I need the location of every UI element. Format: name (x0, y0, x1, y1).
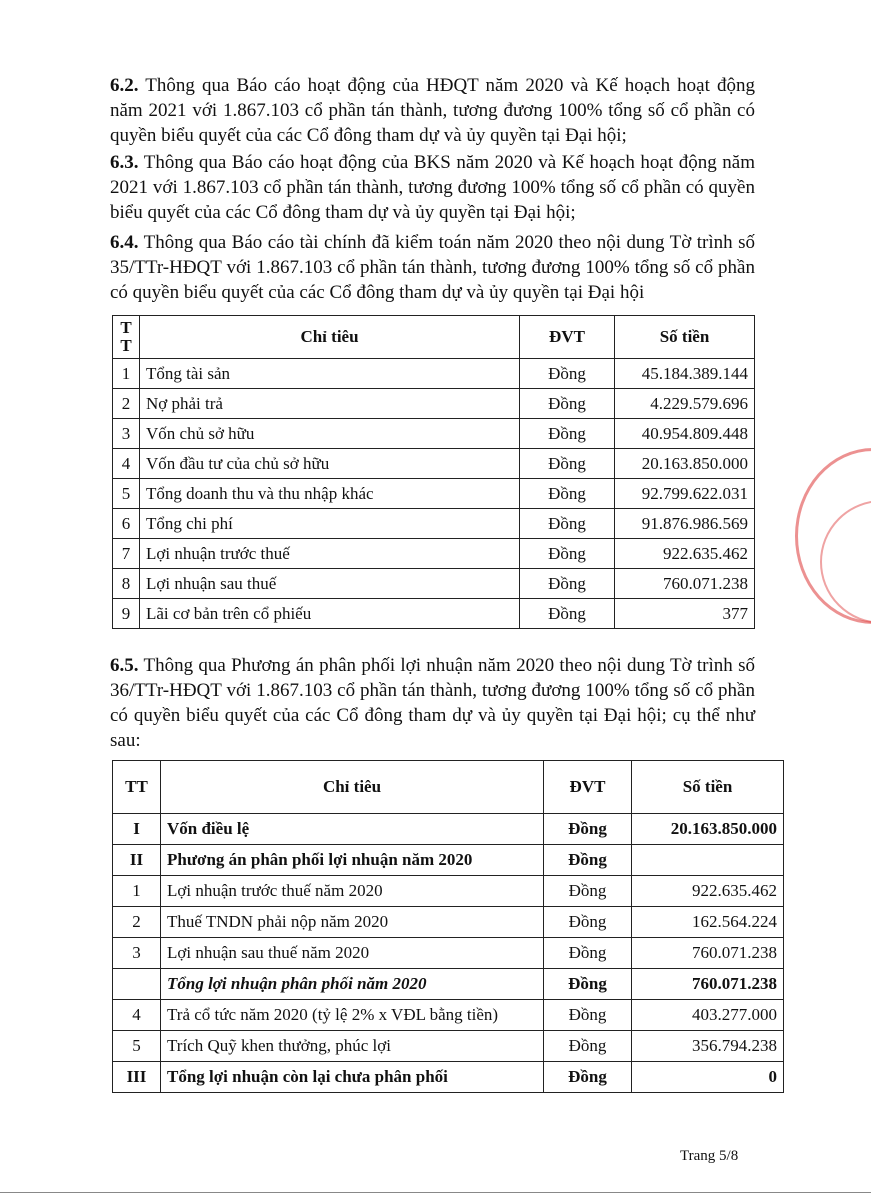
row-number: 1 (113, 359, 140, 389)
row-item: Lợi nhuận sau thuế năm 2020 (161, 938, 544, 969)
row-unit: Đồng (544, 907, 632, 938)
row-amount: 40.954.809.448 (615, 419, 755, 449)
row-item: Lợi nhuận trước thuế (140, 539, 520, 569)
row-number: II (113, 845, 161, 876)
row-number: 4 (113, 449, 140, 479)
row-number: 9 (113, 599, 140, 629)
row-item: Vốn chủ sở hữu (140, 419, 520, 449)
paragraph-number: 6.2. (110, 75, 139, 96)
row-item: Phương án phân phối lợi nhuận năm 2020 (161, 845, 544, 876)
row-unit: Đồng (544, 1000, 632, 1031)
row-item: Trích Quỹ khen thưởng, phúc lợi (161, 1031, 544, 1062)
row-amount (632, 845, 784, 876)
paragraph-6-4 (110, 230, 755, 305)
table-row (113, 907, 784, 938)
row-amount: 20.163.850.000 (615, 449, 755, 479)
row-amount: 20.163.850.000 (632, 814, 784, 845)
row-amount: 4.229.579.696 (615, 389, 755, 419)
paragraph-text: Thông qua Báo cáo hoạt động của HĐQT năm 2020 và Kế hoạch hoạt động năm 2021 với 1.867.103 cổ phần tán thành, tương đương 100% tổng số cổ phần có quyền biểu quyết của các Cổ đông tham dự và ủy quyền tại Đại hội; (110, 75, 755, 146)
row-unit: Đồng (544, 1031, 632, 1062)
row-number: I (113, 814, 161, 845)
row-item: Lãi cơ bản trên cổ phiếu (140, 599, 520, 629)
row-item: Tổng lợi nhuận còn lại chưa phân phối (161, 1062, 544, 1093)
row-amount: 760.071.238 (632, 938, 784, 969)
row-item: Tổng tài sản (140, 359, 520, 389)
table-row (113, 938, 784, 969)
row-amount: 0 (632, 1062, 784, 1093)
row-unit: Đồng (544, 969, 632, 1000)
col-header-unit: ĐVT (544, 761, 632, 814)
col-header-item: Chỉ tiêu (161, 761, 544, 814)
row-item: Lợi nhuận trước thuế năm 2020 (161, 876, 544, 907)
row-unit: Đồng (520, 569, 615, 599)
row-unit: Đồng (520, 539, 615, 569)
row-amount: 922.635.462 (615, 539, 755, 569)
col-header-item: Chỉ tiêu (140, 316, 520, 359)
financial-report-table (112, 315, 755, 629)
row-number: III (113, 1062, 161, 1093)
row-unit: Đồng (520, 359, 615, 389)
table-row (113, 539, 755, 569)
row-number: 2 (113, 907, 161, 938)
row-item: Lợi nhuận sau thuế (140, 569, 520, 599)
table-row (113, 599, 755, 629)
row-amount: 760.071.238 (615, 569, 755, 599)
row-number: 1 (113, 876, 161, 907)
table-row (113, 359, 755, 389)
row-number: 3 (113, 419, 140, 449)
table-row (113, 845, 784, 876)
row-number: 7 (113, 539, 140, 569)
row-amount: 45.184.389.144 (615, 359, 755, 389)
col-header-unit: ĐVT (520, 316, 615, 359)
row-number: 3 (113, 938, 161, 969)
row-item: Tổng lợi nhuận phân phối năm 2020 (161, 969, 544, 1000)
table-row (113, 1000, 784, 1031)
row-item: Vốn điều lệ (161, 814, 544, 845)
row-unit: Đồng (520, 509, 615, 539)
row-unit: Đồng (520, 419, 615, 449)
paragraph-6-3 (110, 150, 755, 225)
row-number: 4 (113, 1000, 161, 1031)
paragraph-number: 6.4. (110, 232, 139, 253)
row-amount: 92.799.622.031 (615, 479, 755, 509)
row-amount: 922.635.462 (632, 876, 784, 907)
col-header-tt: TT (113, 761, 161, 814)
row-number: 6 (113, 509, 140, 539)
table-row (113, 876, 784, 907)
row-item: Vốn đầu tư của chủ sở hữu (140, 449, 520, 479)
row-amount: 162.564.224 (632, 907, 784, 938)
row-item: Thuế TNDN phải nộp năm 2020 (161, 907, 544, 938)
table-row (113, 449, 755, 479)
table-row (113, 479, 755, 509)
table-row (113, 419, 755, 449)
table-row (113, 1062, 784, 1093)
page-number: Trang 5/8 (680, 1148, 739, 1164)
paragraph-number: 6.3. (110, 152, 139, 173)
paragraph-text: Thông qua Báo cáo hoạt động của BKS năm 2020 và Kế hoạch hoạt động năm 2021 với 1.867.103 cổ phần tán thành, tương đương 100% tổng số cổ phần có quyền biểu quyết của các Cổ đông tham dự và ủy quyền tại Đại hội; (110, 152, 755, 223)
profit-distribution-table (112, 760, 784, 1093)
paragraph-text: Thông qua Phương án phân phối lợi nhuận năm 2020 theo nội dung Tờ trình số 36/TTr-HĐQT với 1.867.103 cổ phần tán thành, tương đương 100% tổng số cổ phần có quyền biểu quyết của các Cổ đông tham dự và ủy quyền tại Đại hội; cụ thể như sau: (110, 655, 755, 751)
table-row (113, 1031, 784, 1062)
row-amount: 356.794.238 (632, 1031, 784, 1062)
row-number: 2 (113, 389, 140, 419)
col-header-amount: Số tiền (615, 316, 755, 359)
paragraph-text: Thông qua Báo cáo tài chính đã kiểm toán năm 2020 theo nội dung Tờ trình số 35/TTr-HĐQT với 1.867.103 cổ phần tán thành, tương đương 100% tổng số cổ phần có quyền biểu quyết của các Cổ đông tham dự và ủy quyền tại Đại hội (110, 232, 755, 303)
col-header-tt: T T (113, 316, 140, 359)
row-number (113, 969, 161, 1000)
table-row (113, 389, 755, 419)
table-row (113, 969, 784, 1000)
row-unit: Đồng (520, 449, 615, 479)
row-unit: Đồng (544, 876, 632, 907)
row-amount: 377 (615, 599, 755, 629)
paragraph-6-5 (110, 653, 755, 753)
row-unit: Đồng (544, 1062, 632, 1093)
row-unit: Đồng (544, 845, 632, 876)
row-amount: 403.277.000 (632, 1000, 784, 1031)
paragraph-number: 6.5. (110, 655, 139, 676)
row-amount: 91.876.986.569 (615, 509, 755, 539)
row-number: 5 (113, 479, 140, 509)
row-item: Tổng chi phí (140, 509, 520, 539)
row-unit: Đồng (544, 814, 632, 845)
row-amount: 760.071.238 (632, 969, 784, 1000)
row-unit: Đồng (520, 389, 615, 419)
row-item: Nợ phải trả (140, 389, 520, 419)
table-row (113, 509, 755, 539)
col-header-amount: Số tiền (632, 761, 784, 814)
row-number: 5 (113, 1031, 161, 1062)
table-row (113, 569, 755, 599)
row-item: Trả cổ tức năm 2020 (tỷ lệ 2% x VĐL bằng tiền) (161, 1000, 544, 1031)
row-unit: Đồng (544, 938, 632, 969)
bottom-divider (0, 1192, 871, 1193)
row-unit: Đồng (520, 599, 615, 629)
row-item: Tổng doanh thu và thu nhập khác (140, 479, 520, 509)
row-unit: Đồng (520, 479, 615, 509)
row-number: 8 (113, 569, 140, 599)
paragraph-6-2 (110, 73, 755, 148)
table-row (113, 814, 784, 845)
